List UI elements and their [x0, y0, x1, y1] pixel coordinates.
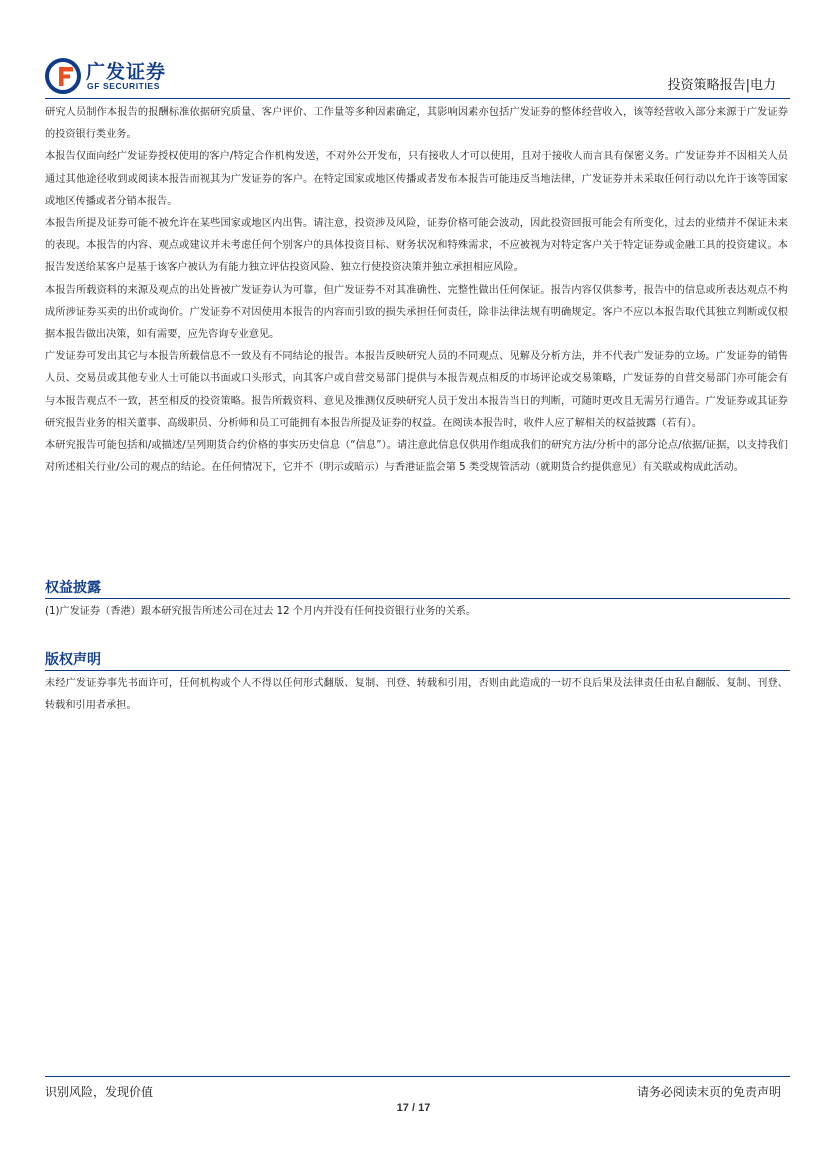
- disclosure-heading: 权益披露: [45, 580, 101, 596]
- copyright-heading: 版权声明: [45, 652, 101, 668]
- gf-securities-logo: [45, 56, 185, 94]
- logo-chinese-name: 广发证券: [86, 61, 167, 83]
- disclosure-section: [45, 601, 788, 623]
- copyright-divider: [45, 670, 790, 671]
- disclosure-text: (1)广发证券（香港）跟本研究报告所述公司在过去 12 个月内并没有任何投资银行业务的关系。: [45, 606, 477, 617]
- copyright-text: 未经广发证券事先书面许可，任何机构或个人不得以任何形式翻版、复制、刊登、转载和引用，否则由此造成的一切不良后果及法律责任由私自翻版、复制、刊登、转载和引用者承担。: [45, 678, 788, 712]
- page-number: 17 / 17: [396, 1102, 431, 1114]
- copyright-section: [45, 673, 788, 717]
- disclaimer-paragraph: 本研究报告可能包括和/或描述/呈列期货合约价格的事实历史信息（“信息”）。请注意此信息仅供用作组成我们的研究方法/分析中的部分论点/依据/证据，以支持我们对所述相关行业/公司的观点的结论。在任何情况下，它并不（明示或暗示）与香港证监会第 5 类受规管活动（就期货合约提供意见）有关联或构成此活动。: [45, 440, 788, 474]
- gf-logo-icon: [45, 58, 83, 94]
- footer-disclaimer-note: 请务必阅读末页的免责声明: [636, 1085, 781, 1099]
- report-type-label: 投资策略报告|电力: [667, 78, 776, 93]
- disclaimer-paragraph: 本报告仅面向经广发证券授权使用的客户/特定合作机构发送，不对外公开发布，只有接收人才可以使用，且对于接收人而言具有保密义务。广发证券并不因相关人员通过其他途径收到或阅读本报告而视其为广发证券的客户。在特定国家或地区传播或者发布本报告可能违反当地法律，广发证券并未采取任何行动以允许于该等国家或地区传播或者分销本报告。: [45, 151, 788, 207]
- disclaimer-body: [45, 102, 788, 479]
- disclaimer-paragraph: 本报告所提及证券可能不被允许在某些国家或地区内出售。请注意，投资涉及风险，证券价格可能会波动，因此投资回报可能会有所变化，过去的业绩并不保证未来的表现。本报告的内容、观点或建议并未考虑任何个别客户的具体投资目标、财务状况和特殊需求，不应被视为对特定客户关于特定证券或金融工具的投资建议。本报告发送给某客户是基于该客户被认为有能力独立评估投资风险、独立行使投资决策并独立承担相应风险。: [45, 218, 788, 274]
- header-divider: [45, 98, 790, 99]
- logo-english-name: GF SECURITIES: [87, 81, 160, 91]
- footer-divider: [45, 1076, 790, 1077]
- disclaimer-paragraph: 研究人员制作本报告的报酬标准依据研究质量、客户评价、工作量等多种因素确定，其影响因素亦包括广发证券的整体经营收入，该等经营收入部分来源于广发证券的投资银行类业务。: [45, 107, 788, 141]
- page-header: [45, 56, 790, 98]
- disclaimer-paragraph: 广发证券可发出其它与本报告所载信息不一致及有不同结论的报告。本报告反映研究人员的不同观点、见解及分析方法，并不代表广发证券的立场。广发证券的销售人员、交易员或其他专业人士可能以书面或口头形式，向其客户或自营交易部门提供与本报告观点相反的市场评论或交易策略，广发证券的自营交易部门亦可能会有与本报告观点不一致，甚至相反的投资策略。报告所载资料、意见及推测仅反映研究人员于发出本报告当日的判断，可随时更改且无需另行通告。广发证券或其证券研究报告业务的相关董事、高级职员、分析师和员工可能拥有本报告所提及证券的权益。在阅读本报告时，收件人应了解相关的权益披露（若有）。: [45, 351, 788, 429]
- footer-slogan: 识别风险，发现价值: [45, 1085, 154, 1099]
- disclaimer-paragraph: 本报告所载资料的来源及观点的出处皆被广发证券认为可靠，但广发证券不对其准确性、完整性做出任何保证。报告内容仅供参考，报告中的信息或所表达观点不构成所涉证券买卖的出价或询价。广发证券不对因使用本报告的内容而引致的损失承担任何责任，除非法律法规有明确规定。客户不应以本报告取代其独立判断或仅根据本报告做出决策，如有需要，应先咨询专业意见。: [45, 284, 788, 341]
- disclosure-divider: [45, 598, 790, 599]
